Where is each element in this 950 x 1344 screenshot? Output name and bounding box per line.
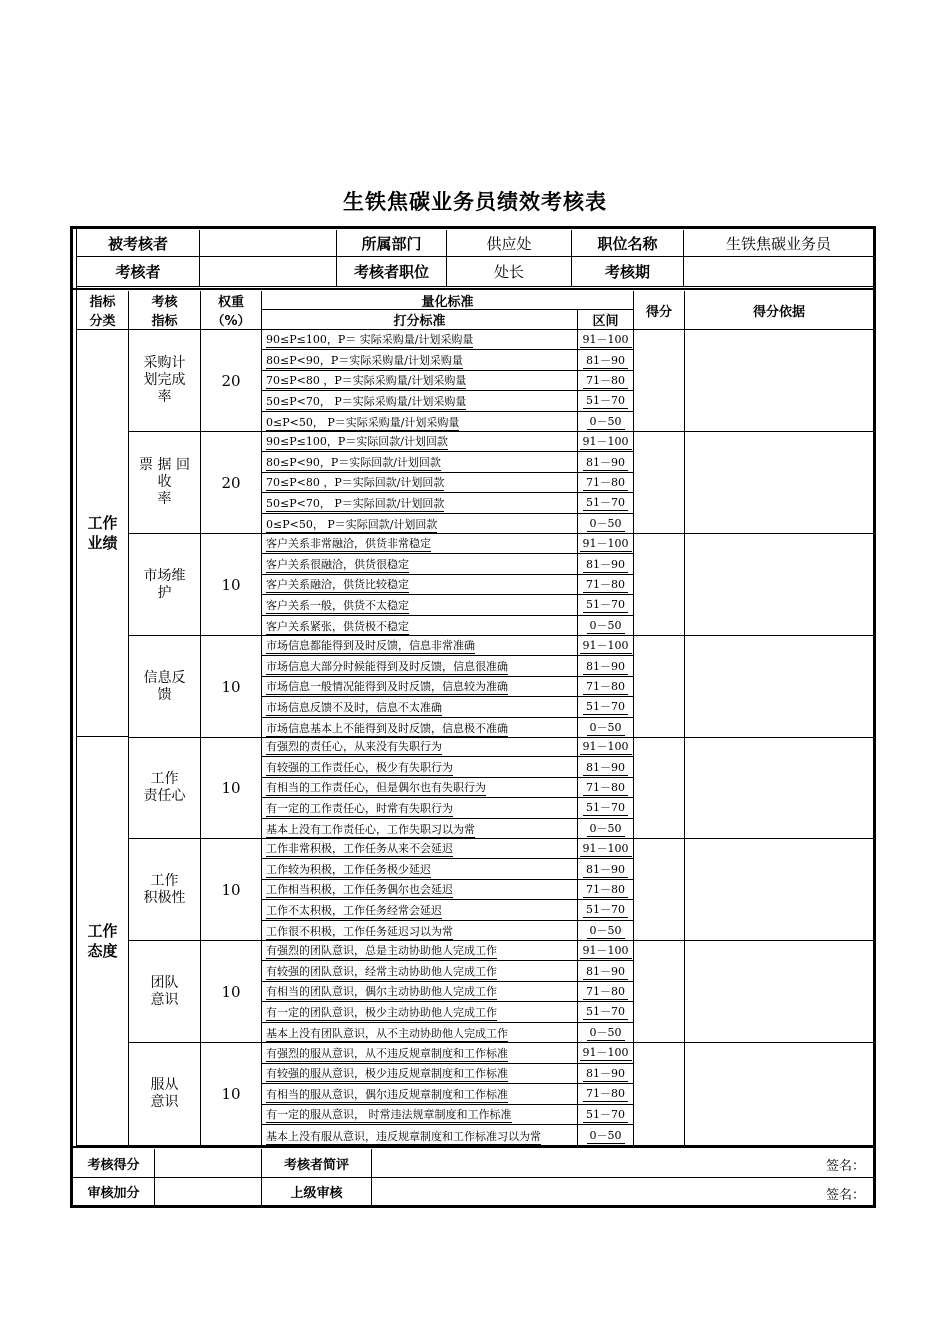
basis-cell[interactable] [685,636,874,738]
indicator-weight: 10 [201,1043,262,1146]
indicator-name: 市场维 护 [129,534,201,636]
range-text: 81－90 [583,861,628,878]
criterion-text: 有强烈的服从意识，从不违反规章制度和工作标准 [266,1046,508,1060]
position-value: 生铁焦碳业务员 [684,230,874,257]
range [578,1084,634,1105]
criterion [262,839,578,859]
criterion [262,452,578,472]
criterion [262,941,578,961]
criterion-text: 有相当的服从意识，偶尔违反规章制度和工作标准 [266,1087,508,1101]
range-text: 51－70 [583,494,628,511]
criterion [262,371,578,391]
criterion-text: 70≤P<80 ，P＝实际回款/计划回款 [266,476,445,490]
range [578,391,634,411]
signature-label: 签名： [826,1188,866,1203]
score-cell[interactable] [634,534,685,636]
range-text: 0－50 [587,719,625,736]
range [578,1023,634,1043]
range [578,839,634,859]
col-range: 区间 [578,310,634,330]
score-cell[interactable] [634,636,685,738]
review-value[interactable] [372,1178,874,1206]
col-score: 得分 [634,291,685,330]
criterion [262,982,578,1002]
criterion [262,350,578,370]
range [578,737,634,757]
criterion-text: 有较强的服从意识，极少违反规章制度和工作标准 [266,1067,508,1081]
criterion-text: 70≤P<80 ，P＝实际采购量/计划采购量 [266,374,467,388]
range-text: 71－80 [583,576,628,593]
criterion-text: 50≤P<70， P＝实际回款/计划回款 [266,496,445,510]
indicator-weight: 10 [201,636,262,738]
range [578,1105,634,1126]
range [578,575,634,595]
range [578,697,634,717]
range [578,656,634,676]
range [578,493,634,513]
criterion [262,921,578,941]
range-text: 91－100 [580,1044,632,1061]
criterion-text: 市场信息大部分时候能得到及时反馈，信息很准确 [266,659,508,673]
criterion-text: 市场信息基本上不能得到及时反馈，信息极不准确 [266,721,508,735]
examiner-pos-value: 处长 [447,257,572,287]
range-text: 91－100 [580,637,632,654]
examinee-label: 被考核者 [77,230,200,257]
indicator-weight: 10 [201,839,262,941]
criterion-text: 工作非常积极，工作任务从来不会延迟 [266,842,453,856]
range [578,452,634,472]
category-attitude: 工作 态度 [77,737,129,1146]
basis-cell[interactable] [685,432,874,534]
range [578,961,634,981]
criterion [262,859,578,879]
criterion-text: 0≤P<50， P＝实际采购量/计划采购量 [266,415,460,429]
criterion [262,798,578,818]
score-cell[interactable] [634,1043,685,1146]
criterion-text: 有强烈的团队意识，总是主动协助他人完成工作 [266,944,497,958]
range-text: 91－100 [580,942,632,959]
criterion-text: 90≤P≤100，P＝实际回款/计划回款 [266,435,448,449]
indicator-name: 票 据 回 收 率 [129,432,201,534]
criterion [262,1084,578,1105]
range [578,921,634,941]
score-cell[interactable] [634,839,685,941]
category-performance: 工作 业绩 [77,330,129,737]
col-indicator: 考核 指标 [129,291,201,330]
examiner-pos-label: 考核者职位 [337,257,447,287]
range-text: 71－80 [583,983,628,1000]
examiner-value[interactable] [200,257,337,287]
criterion [262,636,578,656]
range-text: 0－50 [587,922,625,939]
range [578,534,634,554]
range [578,371,634,391]
range-text: 51－70 [583,1003,628,1020]
range-text: 71－80 [583,678,628,695]
range-text: 51－70 [583,901,628,918]
criterion [262,412,578,432]
range-text: 81－90 [583,963,628,980]
criterion-text: 有相当的团队意识，偶尔主动协助他人完成工作 [266,985,497,999]
range-text: 81－90 [583,1065,628,1082]
criterion [262,718,578,738]
dept-value: 供应处 [447,230,572,257]
basis-cell[interactable] [685,839,874,941]
bonus-label: 审核加分 [73,1178,155,1206]
footer-separator [73,1146,873,1148]
range [578,941,634,961]
col-category: 指标 分类 [77,291,129,330]
examiner-label: 考核者 [77,257,200,287]
criterion [262,554,578,574]
range [578,1064,634,1085]
range [578,1125,634,1146]
range-text: 71－80 [583,1085,628,1102]
indicator-name: 团队 意识 [129,941,201,1043]
criterion [262,900,578,920]
col-scoring: 打分标准 [262,310,578,330]
criterion [262,778,578,798]
range [578,350,634,370]
criterion-text: 基本上没有团队意识，从不主动协助他人完成工作 [266,1026,508,1040]
criterion [262,595,578,615]
indicator-weight: 10 [201,534,262,636]
col-weight: 权重 （%） [201,291,262,330]
indicator-name: 服从 意识 [129,1043,201,1146]
range [578,819,634,839]
score-total-value[interactable] [155,1149,262,1178]
criterion-text: 有一定的团队意识，极少主动协助他人完成工作 [266,1005,497,1019]
indicator-weight: 10 [201,941,262,1043]
criterion [262,1105,578,1126]
range-text: 0－50 [587,820,625,837]
range-text: 71－80 [583,779,628,796]
range [578,778,634,798]
range-text: 51－70 [583,799,628,816]
range-text: 51－70 [583,1106,628,1123]
indicator-name: 工作 责任心 [129,737,201,839]
basis-cell[interactable] [685,534,874,636]
criterion [262,697,578,717]
criterion-text: 基本上没有工作责任心，工作失职习以为常 [266,822,475,836]
criterion-text: 有较强的团队意识，经常主动协助他人完成工作 [266,964,497,978]
basis-cell[interactable] [685,1043,874,1146]
criterion-text: 90≤P≤100，P＝ 实际采购量/计划采购量 [266,333,474,347]
range-text: 71－80 [583,372,628,389]
range-text: 81－90 [583,658,628,675]
appraisal-table [70,226,876,1208]
range-text: 0－50 [587,515,625,532]
criterion [262,575,578,595]
criterion [262,1125,578,1146]
range-text: 51－70 [583,698,628,715]
range [578,982,634,1002]
criterion [262,1002,578,1022]
basis-cell[interactable] [685,941,874,1043]
range-text: 81－90 [583,556,628,573]
comment-label: 考核者简评 [262,1149,372,1178]
criterion [262,616,578,636]
indicator-name: 工作 积极性 [129,839,201,941]
comment-value[interactable] [372,1149,874,1178]
range [578,1043,634,1064]
criterion-text: 客户关系很融洽，供货很稳定 [266,557,409,571]
period-value[interactable] [684,257,874,287]
basis-cell[interactable] [685,330,874,432]
criterion [262,493,578,513]
range-text: 81－90 [583,454,628,471]
range-text: 51－70 [583,392,628,409]
criterion [262,757,578,777]
criterion [262,656,578,676]
criterion [262,1064,578,1085]
col-basis: 得分依据 [685,291,874,330]
header-left-border [76,229,77,289]
range-text: 91－100 [580,535,632,552]
range-text: 91－100 [580,433,632,450]
range [578,595,634,615]
position-label: 职位名称 [572,230,684,257]
criterion-text: 80≤P<90，P＝实际采购量/计划采购量 [266,353,463,367]
range-text: 0－50 [587,413,625,430]
criterion [262,961,578,981]
range [578,554,634,574]
criterion-text: 基本上没有服从意识，违反规章制度和工作标准习以为常 [266,1129,541,1143]
range-text: 91－100 [580,331,632,348]
indicator-weight: 20 [201,432,262,534]
examinee-value[interactable] [200,230,337,257]
range [578,880,634,900]
signature-label: 签名： [826,1159,866,1174]
range-text: 81－90 [583,352,628,369]
criterion [262,880,578,900]
range [578,1002,634,1022]
criterion-text: 客户关系紧张，供货极不稳定 [266,619,409,633]
review-label: 上级审核 [262,1178,372,1206]
criterion [262,514,578,534]
indicator-name: 采购计 划完成 率 [129,330,201,432]
range [578,412,634,432]
range [578,330,634,350]
page-title: 生铁焦碳业务员绩效考核表 [343,190,607,214]
criterion [262,1043,578,1064]
criterion-text: 0≤P<50， P＝实际回款/计划回款 [266,517,438,531]
indicator-weight: 10 [201,737,262,839]
criterion-text: 有一定的工作责任心，时常有失职行为 [266,801,453,815]
range-text: 71－80 [583,881,628,898]
criterion [262,473,578,493]
criterion-text: 客户关系一般，供货不太稳定 [266,598,409,612]
criterion [262,677,578,697]
criterion-text: 有较强的工作责任心，极少有失职行为 [266,760,453,774]
range [578,432,634,452]
criterion-text: 50≤P<70， P＝实际采购量/计划采购量 [266,394,467,408]
col-quant: 量化标准 [262,291,634,310]
criterion-text: 市场信息都能得到及时反馈，信息非常准确 [266,639,475,653]
bonus-value[interactable] [155,1178,262,1206]
criterion-text: 市场信息反馈不及时，信息不太准确 [266,700,442,714]
range-text: 0－50 [587,1024,625,1041]
range-text: 51－70 [583,596,628,613]
score-cell[interactable] [634,432,685,534]
criterion-text: 市场信息一般情况能得到及时反馈，信息较为准确 [266,680,508,694]
criterion-text: 80≤P<90，P＝实际回款/计划回款 [266,455,441,469]
score-cell[interactable] [634,941,685,1043]
range-text: 91－100 [580,738,632,755]
range [578,718,634,738]
indicator-weight: 20 [201,330,262,432]
range [578,473,634,493]
criterion-text: 工作相当积极，工作任务偶尔也会延迟 [266,883,453,897]
criterion [262,391,578,411]
criterion-text: 客户关系融洽，供货比较稳定 [266,578,409,592]
score-total-label: 考核得分 [73,1149,155,1178]
range-text: 91－100 [580,840,632,857]
range [578,900,634,920]
range [578,677,634,697]
range [578,757,634,777]
criterion-text: 工作较为积极，工作任务极少延迟 [266,862,431,876]
criterion [262,330,578,350]
criterion-text: 有一定的服从意识， 时常违法规章制度和工作标准 [266,1108,512,1122]
indicator-name: 信息反 馈 [129,636,201,738]
period-label: 考核期 [572,257,684,287]
criterion [262,819,578,839]
range-text: 81－90 [583,759,628,776]
range [578,514,634,534]
criterion [262,432,578,452]
basis-cell[interactable] [685,737,874,839]
criterion-text: 工作不太积极，工作任务经常会延迟 [266,903,442,917]
criterion [262,534,578,554]
criterion [262,1023,578,1043]
range-text: 71－80 [583,474,628,491]
dept-label: 所属部门 [337,230,447,257]
score-cell[interactable] [634,330,685,432]
range-text: 0－50 [587,1127,625,1144]
criterion-text: 有强烈的责任心，从来没有失职行为 [266,740,442,754]
criterion [262,737,578,757]
criterion-text: 有相当的工作责任心，但是偶尔也有失职行为 [266,781,486,795]
criterion-text: 客户关系非常融洽，供货非常稳定 [266,537,431,551]
range [578,798,634,818]
range [578,616,634,636]
criterion-text: 工作很不积极，工作任务延迟习以为常 [266,924,453,938]
range-text: 0－50 [587,617,625,634]
range [578,636,634,656]
score-cell[interactable] [634,737,685,839]
range [578,859,634,879]
